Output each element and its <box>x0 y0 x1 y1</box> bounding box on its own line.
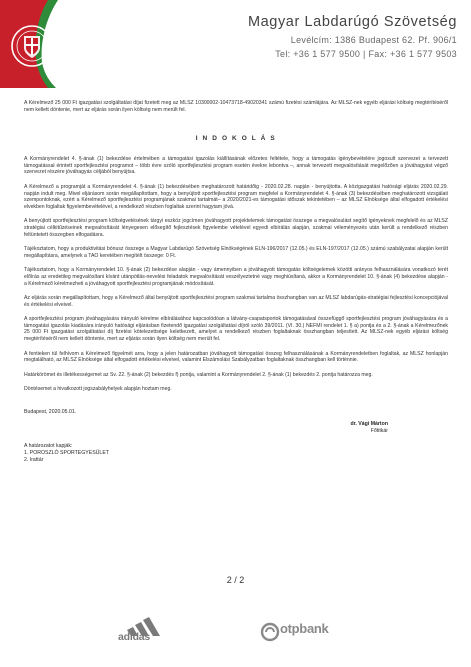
adidas-stripes-icon <box>118 610 178 650</box>
paragraph: Tájékoztatom, hogy a produktivitási bónusz összege a Magyar Labdarúgó Szövetség Elnökségének ELN-196/2017 (12.05.) és ELN-197/2017 (12.05.) számú szabályzatai alapján került megállapításra, amelynek a TAO keretében megítélt összege: 0 Ft. <box>24 246 448 259</box>
org-name: Magyar Labdarúgó Szövetség <box>247 14 457 30</box>
paragraph: Tájékoztatom, hogy a Kormányrendelet 10. §-ának (2) bekezdése alapján - vagy ámennyiben a jóváhagyott támogatás költségelemek közötti arányos felhasználására vonatkozó terét előírás az eredetileg megvalósítani kívánt utánpótlás-nevelési feladatok megvalósítását veszélyeztetné vagy meghiúsítaná, akkor a Kormányrendelet 10. §-ának (4) bekezdése alapján - a Kérelmező kérelmezheti a jóváhagyott sportfejlesztési programjának módosítását. <box>24 267 448 287</box>
paragraph: A fentieken túl felhívom a Kérelmező figyelmét arra, hogy a jelen határozatban jóváhagyott támogatási összeg felhasználásának a Kormányrendeletben foglaltak, az MLSZ honlapján megtalálható, az MLSZ Elnöksége által elfogadott értékelési elveivel, valamint Elszámolási Szabályzatban foglaltaknak összhangban kell történnie. <box>24 350 448 364</box>
paragraph: A sportfejlesztési program jóváhagyására irányuló kérelme elbírálásához kapcsolódóan a látvány-csapatsportok támogatásával összefüggő sportfejlesztési program jóváhagyására és a támogatási igazolás kiadására irányuló hatósági eljárásban fizetendő igazgatási szolgáltatási díjról szóló 39/2011. (VI. 30.) NEFMI rendelet 1. § a) pontja és a 2. §-ának a Kérelmezőnek 25 000 Ft igazgatási szolgáltatási díj fizetési kötelezettsége keletkezett, amelyet a rendelkező részben foglaltaknak összhangban teljesített. Az MLSZ-nek egyéb eljárási költség megtérítéséről nem kellett döntenie, mert az eljárás során ilyen költség nem merült fel. <box>24 316 448 343</box>
organization-header <box>248 14 457 59</box>
intro-paragraph: A Kérelmező 25 000 Ft igazgatási szolgáltatási díjat fizetett meg az MLSZ 10300002-10473718-49020341 számú fizetési számlájára. Az MLSZ-nek egyéb eljárási költség megtérítéséről nem kellett döntenie, mert az eljárás során ilyen költség nem merült fel. <box>24 100 448 113</box>
paragraph: A Kérelmező a programját a Kormányrendelet 4. §-ának (1) bekezdésében meghatározott határidőig - 2020.02.28. napján - benyújtotta. A közigazgatási hatósági eljárás 2020.02.29. napján indult meg. Mivel eljárásom során megállapítottam, hogy a benyújtott sportfejlesztési program megfelel a Kormányrendelet 4. §-ának (3) bekezdésében meghatározott vizsgálati szempontoknak, ezért a Kérelmező sportfejlesztési programjának szakmai tartalmát– a 2020/2021-es támogatási időszak tekintetében – az MLSZ Elnöksége által elfogadott értékelési elvekben foglaltak figyelembevételével, a rendelkező részben foglaltak szerint hagytam jóvá. <box>24 183 448 210</box>
sponsor-adidas: adidas <box>118 631 151 643</box>
document-date: Budapest, 2020.05.01. <box>24 409 77 416</box>
signature-block <box>24 421 448 435</box>
recipient-item: 1. POROSZLÓ SPORTEGYESÜLET <box>24 449 109 456</box>
sponsor-otpbank: otpbank <box>280 621 329 636</box>
section-title: I N D O K O L Á S <box>195 135 277 143</box>
paragraph: Határkörömet és illetékességemet az Sv. 22. §-ának (2) bekezdés f) pontja, valamint a Kormányrendelet 2. §-ának (1) bekezdés 2. pontja határozza meg. <box>24 371 373 378</box>
recipients-block <box>24 443 448 463</box>
paragraph: Döntésemet a hivatkozott jogszabályhelyek alapján hoztam meg. <box>24 386 172 393</box>
recipients-label: A határozatot kapják: <box>24 443 73 450</box>
mlsz-crest-icon <box>0 0 92 88</box>
signature-title: Főtitkár <box>370 428 388 435</box>
signature-name: dr. Vági Márton <box>350 421 388 428</box>
paragraph: A benyújtott sportfejlesztési program költségvetésének tárgyi eszköz jogcímen jóváhagyott projektelemek támogatási összege a megvalósulást segítő igényeknek megfelelő és az MLSZ stratégiai célkitűzéseinek megvalósítását lényegesen elősegítő fejlesztések figyelembe vételével egyedi elbírálás alapján, szakmai véleményezés után került a rendelkező részben feltüntetett összegben elfogadásra. <box>24 218 448 238</box>
paragraph: Az eljárás során megállapítottam, hogy a Kérelmező által benyújtott sportfejlesztési program szakmai tartalma összhangban van az MLSZ labdarúgás-stratégiai fejlesztési koncepciójával és értékelési elveivel. <box>24 295 448 308</box>
recipient-item: 2. Irattár <box>24 456 44 463</box>
org-address: Levélcím: 1386 Budapest 62. Pf. 906/1 <box>290 35 457 45</box>
paragraph: A Kormányrendelet 4. §-ának (1) bekezdése értelmében a támogatási igazolás kiállításának előzetes feltétele, hogy a támogatás igénybevételére jogosult szervezet a tervezett támogatással érintett sportfejlesztési programot – több évre szóló sportfejlesztési program esetén évekre lebontva –, annak tervezett megvalósítását megelőzően a jóváhagyást végző szervezet részére jóváhagyás céljából benyújtsa. <box>24 156 448 176</box>
document-body <box>24 100 448 463</box>
page-number: 2 / 2 <box>226 575 245 585</box>
org-contact: Tel: +36 1 577 9500 | Fax: +36 1 577 9503 <box>275 49 457 59</box>
